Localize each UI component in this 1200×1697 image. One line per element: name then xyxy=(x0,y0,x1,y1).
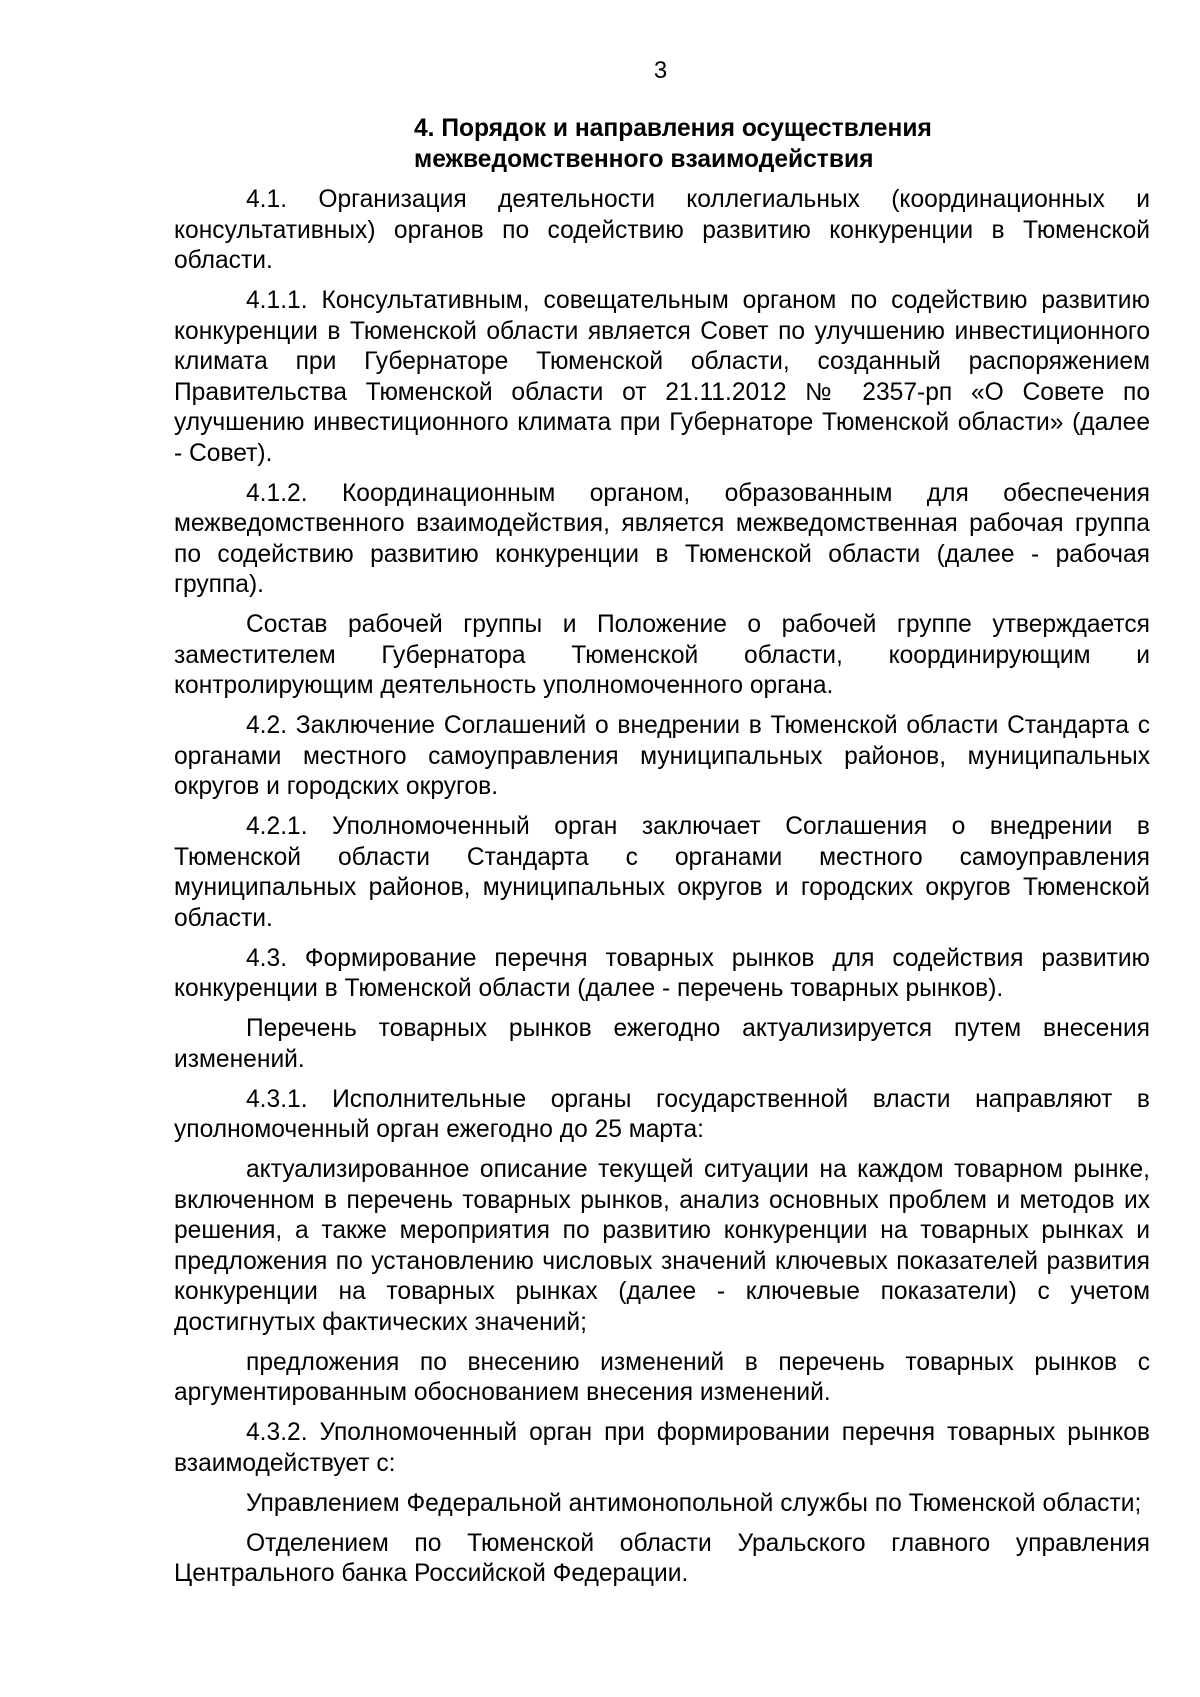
paragraph-4-3-1: 4.3.1. Исполнительные органы государственной власти направляют в уполномоченный орган ежегодно до 25 марта: xyxy=(174,1085,1150,1143)
paragraph-4-1-2: 4.1.2. Координационным органом, образованным для обеспечения межведомственного взаимодействия, является межведомственная рабочая группа по содействию развитию конкуренции в Тюменской области (далее - рабочая группа). xyxy=(174,479,1150,598)
section-heading xyxy=(414,113,1034,175)
paragraph-4-2-1: 4.2.1. Уполномоченный орган заключает Соглашения о внедрении в Тюменской области Стандарта с органами местного самоуправления муниципальных районов, муниципальных округов и городских округов Тюменской области. xyxy=(174,813,1150,932)
paragraph-4-2: 4.2. Заключение Соглашений о внедрении в Тюменской области Стандарта с органами местного самоуправления муниципальных районов, муниципальных округов и городских округов. xyxy=(174,712,1150,800)
paragraph-4-3: 4.3. Формирование перечня товарных рынков для содействия развитию конкуренции в Тюменской области (далее - перечень товарных рынков). xyxy=(174,944,1150,1002)
section-heading-line-1: 4. Порядок и направления осуществления xyxy=(414,115,932,142)
paragraph-fas-department: Управлением Федеральной антимонопольной службы по Тюменской области; xyxy=(246,1489,1142,1517)
page-number: 3 xyxy=(653,57,668,84)
paragraph-working-group-composition: Состав рабочей группы и Положение о рабочей группе утверждается заместителем Губернатора Тюменской области, координирующим и контролирующим деятельность уполномоченного органа. xyxy=(174,611,1150,699)
paragraph-markets-list-update: Перечень товарных рынков ежегодно актуализируется путем внесения изменений. xyxy=(174,1015,1150,1073)
paragraph-updated-description: актуализированное описание текущей ситуации на каждом товарном рынке, включенном в перечень товарных рынков, анализ основных проблем и методов их решения, а также мероприятия по развитию конкуренции на товарных рынках и предложения по установлению числовых значений ключевых показателей развития конкуренции на товарных рынках (далее - ключевые показатели) с учетом достигнутых фактических значений; xyxy=(174,1156,1150,1336)
paragraph-central-bank-branch: Отделением по Тюменской области Уральского главного управления Центрального банка Российской Федерации. xyxy=(174,1529,1150,1587)
paragraph-4-3-2: 4.3.2. Уполномоченный орган при формировании перечня товарных рынков взаимодействует с: xyxy=(174,1419,1150,1477)
paragraph-4-1: 4.1. Организация деятельности коллегиальных (координационных и консультативных) органов по содействию развитию конкуренции в Тюменской области. xyxy=(174,186,1150,274)
body-text xyxy=(174,185,1150,1599)
section-heading-line-2: межведомственного взаимодействия xyxy=(414,146,874,173)
paragraph-4-1-1: 4.1.1. Консультативным, совещательным органом по содействию развитию конкуренции в Тюменской области является Совет по улучшению инвестиционного климата при Губернаторе Тюменской области, созданный распоряжением Правительства Тюменской области от 21.11.2012 № 2357-рп «О Совете по улучшению инвестиционного климата при Губернаторе Тюменской области» (далее - Совет). xyxy=(174,287,1150,467)
paragraph-change-proposals: предложения по внесению изменений в перечень товарных рынков с аргументированным обоснованием внесения изменений. xyxy=(174,1348,1150,1406)
